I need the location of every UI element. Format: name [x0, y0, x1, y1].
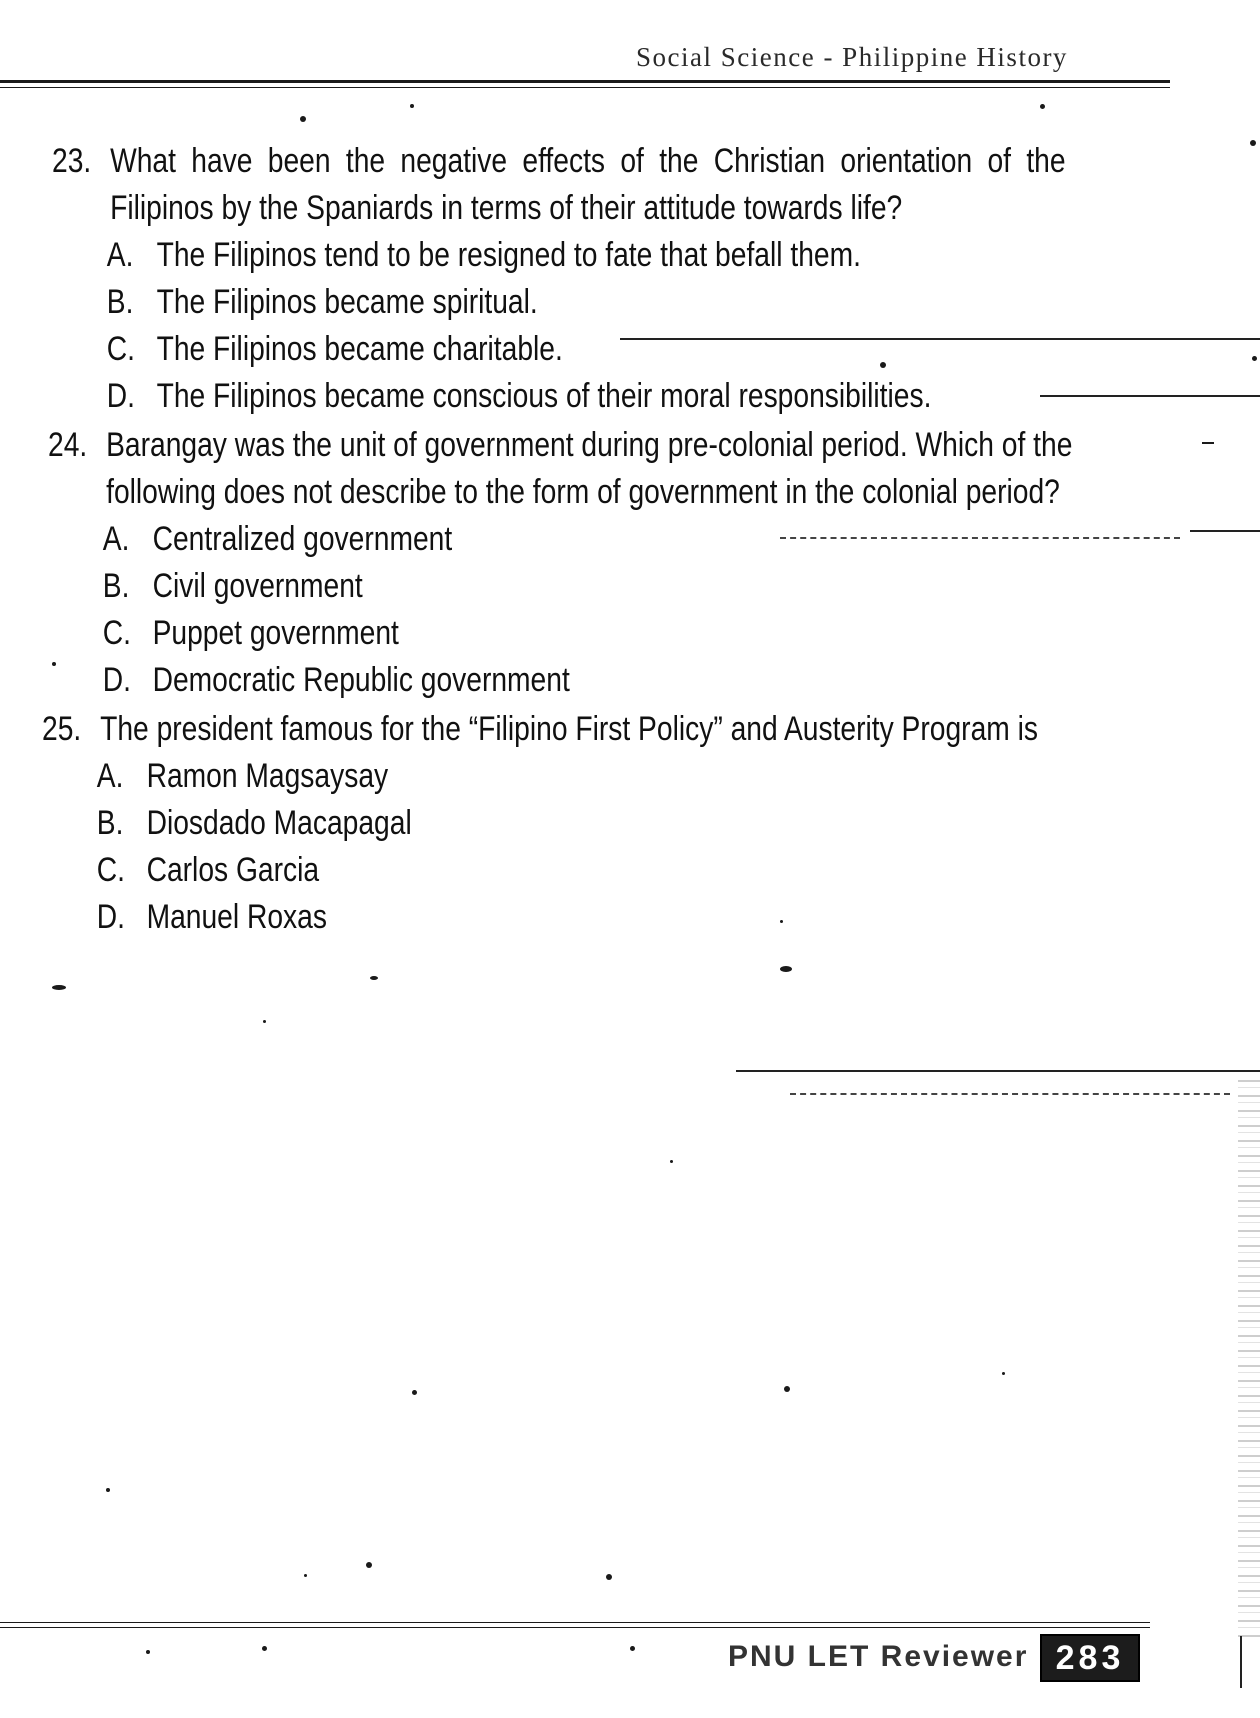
scan-speck	[300, 116, 306, 122]
option-text: The Filipinos became spiritual.	[156, 283, 538, 321]
scan-speck	[52, 662, 56, 666]
scan-speck	[146, 1650, 150, 1654]
scan-speck	[670, 1160, 673, 1163]
option-letter: D.	[96, 898, 125, 936]
option-letter: A.	[102, 520, 130, 558]
footer-rule-secondary	[0, 1627, 1150, 1628]
option-text: Diosdado Macapagal	[146, 804, 412, 842]
option-text: The Filipinos tend to be resigned to fate that befall them.	[156, 236, 861, 274]
question-stem-line: following does not describe to the form of government in the colonial period?	[106, 473, 1060, 511]
question-stem-line: What have been the negative effects of the Christian orientation of the	[110, 142, 1066, 180]
scan-speck	[784, 1386, 790, 1392]
scan-speck	[52, 985, 66, 990]
option-letter: B.	[96, 804, 124, 842]
question-25	[42, 706, 1071, 946]
option-letter: A.	[106, 236, 134, 274]
question-stem-line: The president famous for the “Filipino First Policy” and Austerity Program is	[100, 710, 1039, 748]
scan-speck	[606, 1574, 612, 1580]
footer-publication: PNU LET Reviewer	[728, 1640, 1029, 1673]
scan-speck	[1250, 140, 1256, 146]
question-stem-line: Barangay was the unit of government during pre-colonial period. Which of the	[106, 426, 1073, 464]
option-text: The Filipinos became conscious of their moral responsibilities.	[156, 377, 932, 415]
option-letter: D.	[106, 377, 135, 415]
scan-speck	[1040, 104, 1045, 109]
question-number: 23.	[52, 142, 92, 180]
scan-speck	[106, 1488, 110, 1492]
option-text: Centralized government	[152, 520, 453, 558]
running-header: Social Science - Philippine History	[636, 42, 1068, 72]
scan-speck	[780, 966, 792, 972]
scan-speck	[1202, 442, 1214, 444]
option-text: Manuel Roxas	[146, 898, 327, 936]
scan-artifact-line	[1190, 530, 1260, 532]
scan-speck	[262, 1646, 267, 1651]
option-letter: A.	[96, 757, 124, 795]
scan-speck	[880, 362, 886, 368]
scan-speck	[370, 976, 378, 980]
scan-speck	[1252, 356, 1257, 361]
option-letter: B.	[106, 283, 134, 321]
scan-edge-noise	[1238, 1080, 1260, 1640]
scan-speck	[630, 1646, 635, 1651]
scan-speck	[263, 1020, 266, 1023]
scan-artifact-line	[736, 1070, 1260, 1072]
scan-artifact-dashed-line	[790, 1093, 1230, 1095]
header-rule-secondary	[0, 87, 1170, 88]
option-letter: C.	[102, 614, 131, 652]
question-number: 24.	[48, 426, 88, 464]
option-text: Ramon Magsaysay	[146, 757, 389, 795]
footer-rule	[0, 1622, 1150, 1623]
question-stem-line: Filipinos by the Spaniards in terms of their attitude towards life?	[110, 189, 903, 227]
option-letter: B.	[102, 567, 130, 605]
scan-artifact-line	[1040, 395, 1260, 397]
question-number: 25.	[42, 710, 82, 748]
header-rule	[0, 80, 1170, 83]
scan-artifact-dashed-line	[780, 537, 1180, 539]
margin-mark	[1240, 1636, 1242, 1688]
scan-artifact-line	[620, 338, 1260, 340]
question-stem	[100, 706, 1038, 753]
option-text: The Filipinos became charitable.	[156, 330, 563, 368]
option-letter: C.	[96, 851, 125, 889]
scan-speck	[1002, 1372, 1005, 1375]
page-number-badge: 283	[1040, 1634, 1140, 1682]
question-23	[52, 138, 1081, 418]
option-letter: C.	[106, 330, 135, 368]
question-24	[48, 422, 1077, 702]
question-stem	[110, 138, 1065, 232]
option-text: Civil government	[152, 567, 363, 605]
option-letter: D.	[102, 661, 131, 699]
option-text: Puppet government	[152, 614, 399, 652]
scan-speck	[304, 1574, 307, 1577]
scan-speck	[410, 104, 414, 108]
question-stem	[106, 422, 1072, 516]
option-text: Carlos Garcia	[146, 851, 320, 889]
scan-speck	[780, 920, 783, 923]
scan-speck	[412, 1390, 417, 1395]
scan-speck	[366, 1562, 372, 1568]
option-text: Democratic Republic government	[152, 661, 570, 699]
